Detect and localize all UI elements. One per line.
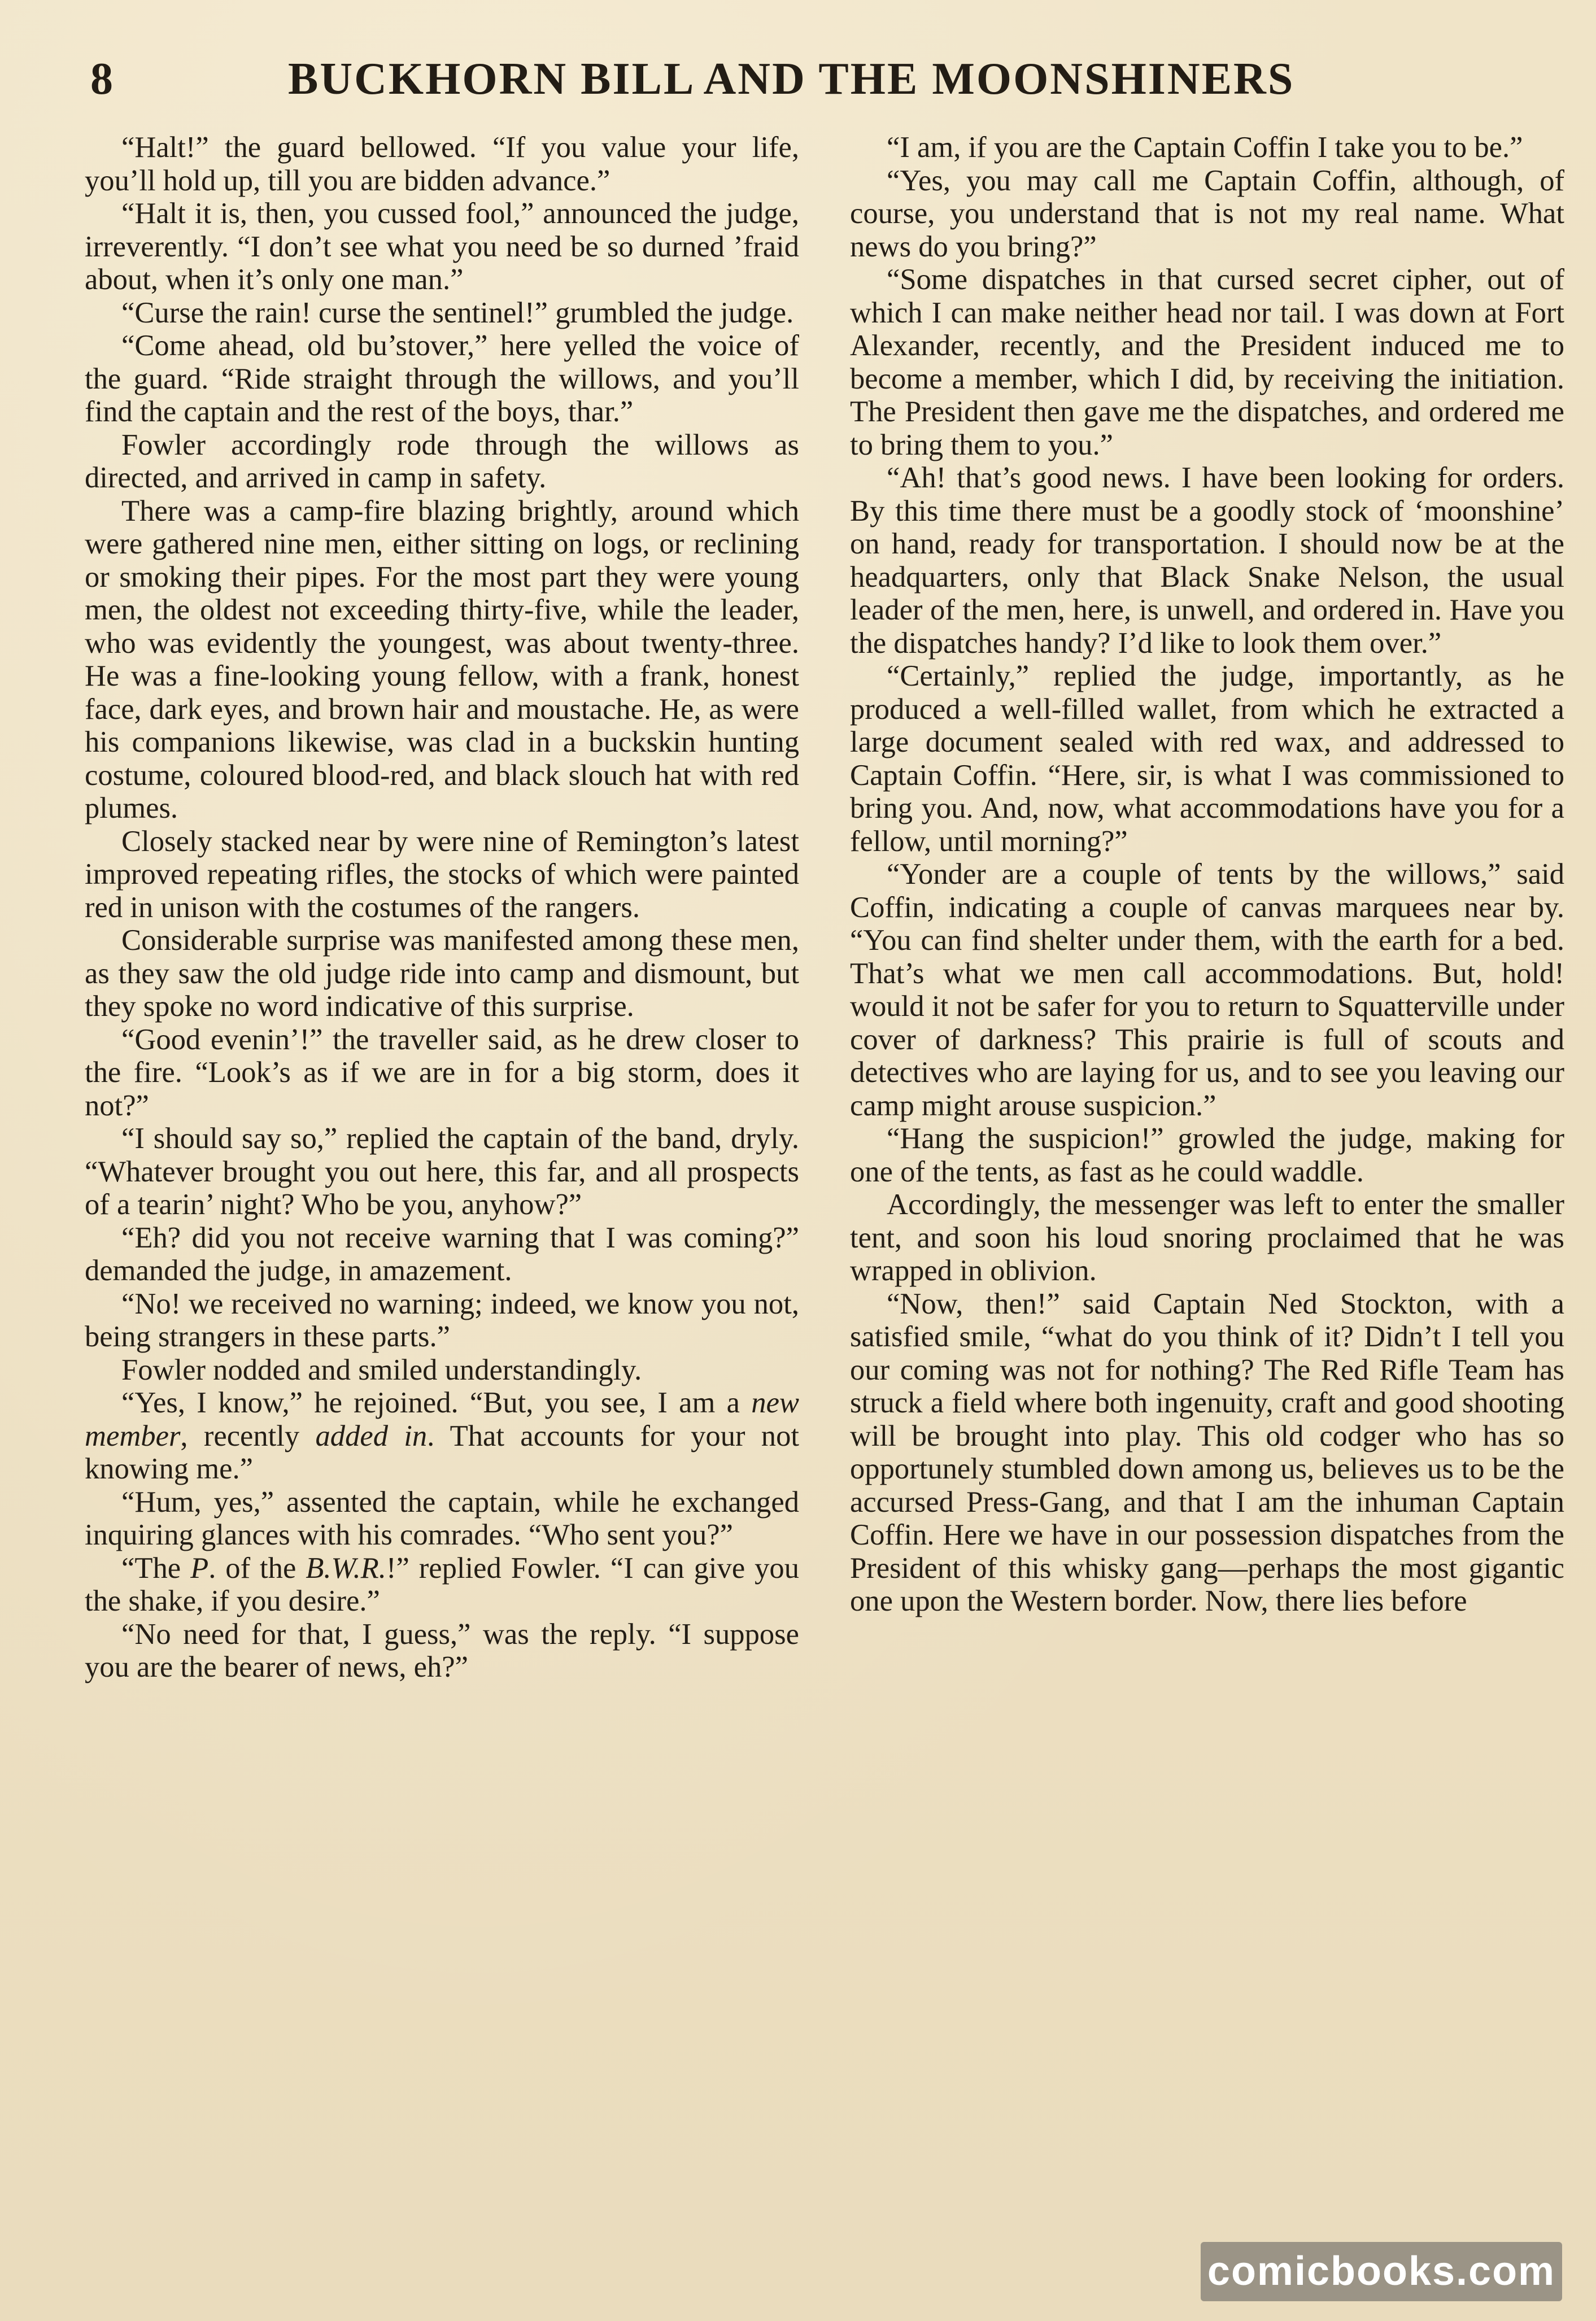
paragraph: Fowler accordingly rode through the willows as directed, and arrived in camp in safety. — [85, 428, 799, 494]
paragraph: “Yonder are a couple of tents by the willows,” said Coffin, indicating a couple of canvas marquees near by. “You can find shelter under them, with the earth for a bed. That’s what we men call accommodations. But, hold! would it not be safer for you to return to Squatterville under cover of darkness? This prairie is full of scouts and detectives who are laying for us, and to see you leaving our camp might arouse suspicion.” — [850, 858, 1564, 1122]
paragraph: “Now, then!” said Captain Ned Stockton, with a satisfied smile, “what do you think of it? Didn’t I tell you our coming was not for nothing? The Red Rifle Team has struck a field where both ingenuity, craft and good shooting will be brought into play. This old codger who has so opportunely stumbled down among us, believes us to be the accursed Press-Gang, and that I am the inhuman Captain Coffin. Here we have in our possession dispatches from the President of this whisky gang—perhaps the most gigantic one upon the Western border. Now, there lies before — [850, 1287, 1564, 1617]
paragraph: “Come ahead, old bu’stover,” here yelled the voice of the guard. “Ride straight through the willows, and you’ll find the captain and the rest of the boys, thar.” — [85, 329, 799, 428]
paragraph: Fowler nodded and smiled understandingly. — [121, 1353, 642, 1386]
paragraph: “No need for that, I guess,” was the reply. “I suppose you are the bearer of news, eh?” — [85, 1617, 799, 1683]
paragraph: “Halt it is, then, you cussed fool,” announced the judge, irreverently. “I don’t see what you need be so durned ’fraid about, when it’s only one man.” — [85, 197, 799, 296]
paragraph: Closely stacked near by were nine of Remington’s latest improved repeating rifles, the stocks of which were painted red in unison with the costumes of the rangers. — [85, 824, 799, 924]
italic-text: P — [190, 1551, 209, 1585]
site-watermark — [1201, 2242, 1562, 2301]
left-column — [85, 131, 799, 2243]
paragraph: Considerable surprise was manifested among these men, as they saw the old judge ride into camp and dismount, but they spoke no word indicative of this surprise. — [85, 924, 799, 1023]
italic-text: new member — [85, 1386, 799, 1452]
paragraph: “Halt!” the guard bellowed. “If you value your life, you’ll hold up, till you are bidden advance.” — [85, 131, 799, 197]
text-run: . That accounts for your not knowing me.” — [85, 1419, 799, 1485]
text-run: . of the — [208, 1551, 306, 1585]
right-column — [850, 131, 1564, 2243]
page-header — [79, 54, 1547, 116]
text-run: “Yes, I know,” he rejoined. “But, you see, I am a — [121, 1386, 752, 1419]
text-run: “The — [121, 1551, 191, 1585]
paragraph: “Certainly,” replied the judge, importantly, as he produced a well-filled wallet, from which he extracted a large document sealed with red wax, and addressed to Captain Coffin. “Here, sir, is what I was commissioned to bring you. And, now, what accommodations have you for a fellow, until morning?” — [850, 660, 1564, 858]
paragraph: “Yes, you may call me Captain Coffin, although, of course, you understand that is not my real name. What news do you bring?” — [850, 164, 1564, 263]
paragraph: “Some dispatches in that cursed secret cipher, out of which I can make neither head nor tail. I was down at Fort Alexander, recently, and the President induced me to become a member, which I did, by receiving the initiation. The President then gave me the dispatches, and ordered me to bring them to you.” — [850, 263, 1564, 461]
running-title: BUCKHORN BILL AND THE MOONSHINERS — [288, 54, 1295, 104]
paragraph: “No! we received no warning; indeed, we know you not, being strangers in these parts.” — [85, 1287, 799, 1353]
paragraph: “Good evenin’!” the traveller said, as he drew closer to the fire. “Look’s as if we are in for a big storm, does it not?” — [85, 1023, 799, 1122]
page-number: 8 — [90, 54, 114, 104]
paragraph: There was a camp-fire blazing brightly, around which were gathered nine men, either sitting on logs, or reclining or smoking their pipes. For the most part they were young men, the oldest not exceeding thirty-five, while the leader, who was evidently the youngest, was about twenty-three. He was a fine-looking young fellow, with a frank, honest face, dark eyes, and brown hair and moustache. He, as were his companions likewise, was clad in a buckskin hunting costume, coloured blood-red, and black slouch hat with red plumes. — [85, 494, 799, 824]
paragraph — [85, 1386, 799, 1486]
paragraph: “Hum, yes,” assented the captain, while he exchanged inquiring glances with his comrades. “Who sent you?” — [85, 1485, 799, 1551]
paragraph: “I am, if you are the Captain Coffin I take you to be.” — [887, 131, 1523, 164]
paragraph: “Ah! that’s good news. I have been looking for orders. By this time there must be a goodly stock of ‘moonshine’ on hand, ready for transportation. I should now be at the headquarters, only that Black Snake Nelson, the usual leader of the men, here, is unwell, and ordered in. Have you the dispatches handy? I’d like to look them over.” — [850, 461, 1564, 660]
paragraph: Accordingly, the messenger was left to enter the smaller tent, and soon his loud snoring proclaimed that he was wrapped in oblivion. — [850, 1188, 1564, 1287]
paragraph: “Curse the rain! curse the sentinel!” grumbled the judge. — [121, 296, 794, 329]
watermark-text: comicbooks.com — [1207, 2249, 1556, 2294]
italic-text: added in — [315, 1419, 428, 1452]
paragraph: “Hang the suspicion!” growled the judge, making for one of the tents, as fast as he could waddle. — [850, 1122, 1564, 1188]
paragraph: “Eh? did you not receive warning that I was coming?” demanded the judge, in amazement. — [85, 1221, 799, 1287]
italic-text: B.W.R. — [306, 1551, 386, 1585]
text-run: , recently — [180, 1419, 316, 1452]
paragraph: “I should say so,” replied the captain of the band, dryly. “Whatever brought you out here, this far, and all prospects of a tearin’ night? Who be you, anyhow?” — [85, 1122, 799, 1221]
text-run: !” replied Fowler. “I can give you the shake, if you desire.” — [85, 1551, 799, 1617]
paragraph — [85, 1552, 799, 1618]
